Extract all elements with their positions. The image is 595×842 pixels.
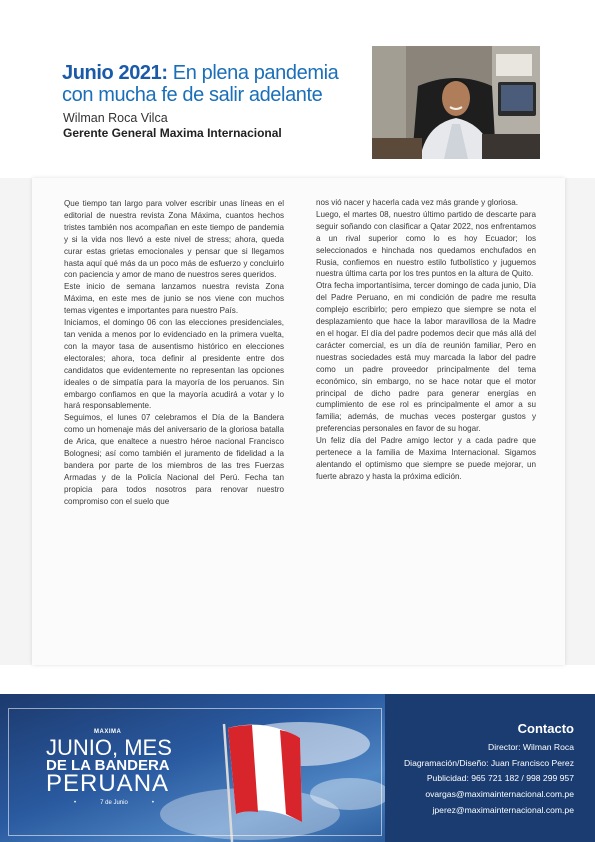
article-column-left	[64, 198, 284, 508]
article-panel	[32, 178, 565, 665]
banner-headline-2: DE LA BANDERA	[46, 757, 170, 774]
paragraph: Iniciamos, el domingo 06 con las elecciones presidenciales, tan venida a menos por lo evidenciado en la primera vuelta, con la mayor tasa de ausentismo histórico en elecciones electorales; ahora, toca definir al presidente entre dos candidatos que evidentemente no representan las opciones ideales o de simpatía para la mayoría de los peruanos. Sin embargo confiamos en que la mayoría acudirá a votar y lo hará responsablemente.	[64, 318, 284, 411]
brand-logo: MAXIMA	[94, 729, 122, 735]
paragraph: nos vió nacer y hacerla cada vez más grande y gloriosa.	[316, 198, 518, 207]
contact-panel	[385, 694, 595, 842]
paragraph: Que tiempo tan largo para volver escribir unas líneas en el editorial de nuestra revista Zona Máxima, cuantos hechos tristes también nos acompañan en este tiempo de pandemia y si la vida nos llevó a este nivel de stress; ahora, queda curar estas grietas emocionales y pensar que si llegamos hasta aquí qué más da un poco más de esfuerzo y concluirlo con paciencia y amor de mano de nuestros seres queridos.	[64, 199, 284, 280]
author-name: Wilman Roca Vilca	[63, 111, 168, 125]
paragraph: Seguimos, el lunes 07 celebramos el Día de la Bandera como un homenaje más del aniversario de la gloriosa batalla de Arica, que enaltece a nuestro héroe nacional Francisco Bolognesi; así como también el juramento de fidelidad a la bandera por parte de los miembros de las tres Fuerzas Armadas y de la Policía Nacional del Perú. Fecha tan propicia para todos nosotros para renovar nuestro compromiso con el suelo que	[64, 413, 284, 506]
contact-email-2[interactable]: jperez@maximainternacional.com.pe	[432, 805, 574, 815]
title-date: Junio 2021:	[62, 62, 168, 84]
author-role: Gerente General Maxima Internacional	[63, 126, 282, 140]
contact-publicity: Publicidad: 965 721 182 / 998 299 957	[426, 773, 574, 783]
footer	[0, 694, 595, 842]
paragraph: Un feliz día del Padre amigo lector y a cada padre que pertenece a la familia de Maxima Internacional. Sigamos alentando el optimismo que siempre se puede mejorar, un fuerte abrazo y hasta la próxima edición.	[316, 436, 536, 481]
author-photo-illustration	[372, 46, 540, 159]
editorial-title	[62, 62, 362, 106]
editorial-header	[0, 0, 595, 178]
contact-design: Diagramación/Diseño: Juan Francisco Perez	[403, 758, 574, 768]
bullet-icon: •	[151, 800, 154, 806]
article-column-right	[316, 197, 536, 483]
banner-date	[62, 800, 166, 806]
banner-headline-3: PERUANA	[46, 770, 170, 797]
paragraph: Otra fecha importantísima, tercer domingo de cada junio, Día del Padre Peruano, en mi condición de padre me resulta complejo escribirlo; pero empiezo que siempre se nota el desplazamiento que hace la labor maravillosa de la Madre en el hogar. El día del padre podemos decir que más allá del carácter comercial, es un día de reunión familiar, Pero en nuestras sociedades está muy marcada la labor del padre como un padre proveedor principalmente del tema económico, sin embargo, no se hace notar que el motor principal de dicho padre para generar energías en cumplimiento de ese rol es principalmente el amor a su familia; además, de muchas veces postergar gustos y preferencias personales en favor de su hogar.	[316, 281, 536, 434]
bullet-icon: •	[74, 800, 77, 806]
editorial-article	[0, 178, 595, 665]
contact-director: Director: Wilman Roca	[488, 742, 574, 752]
title-text: En plena pandemia con mucha fe de salir adelante	[62, 62, 339, 106]
banner-headline-1: JUNIO, MES	[46, 735, 172, 760]
contact-heading: Contacto	[517, 721, 574, 736]
author-photo	[372, 46, 540, 159]
paragraph: Este inicio de semana lanzamos nuestra revista Zona Máxima, en este mes de junio se nos viene con muchos temas vigentes e importantes para nuestro País.	[64, 282, 284, 316]
paragraph: Luego, el martes 08, nuestro último partido de descarte para seguir soñando con clasificar a Qatar 2022, nos enfrentamos a un rival superior como lo es hoy Ecuador; los seleccionados e hinchada nos quedamos enchufados en Rusia, confiemos en nuestro estilo futbolístico y juguemos nuestra última carta por los tres puntos en la altura de Quito.	[316, 209, 536, 279]
flag-day-banner	[0, 694, 385, 842]
banner-date-text: 7 de Junio	[100, 800, 128, 806]
contact-email-1[interactable]: ovargas@maximainternacional.com.pe	[425, 789, 574, 799]
